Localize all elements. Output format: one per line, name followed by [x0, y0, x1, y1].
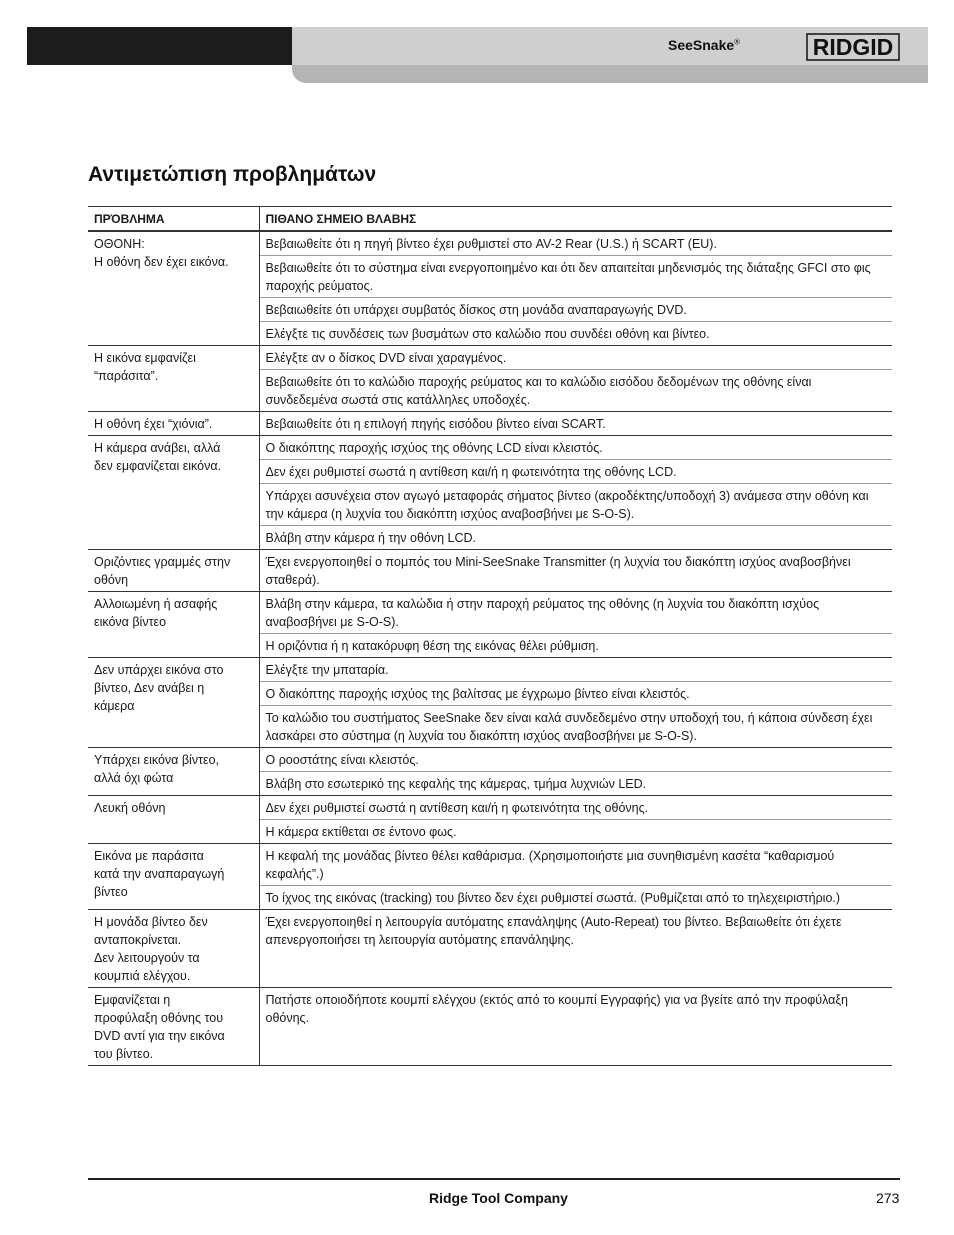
table-row	[88, 748, 892, 772]
table-row	[88, 910, 892, 988]
cause-cell: Η οριζόντια ή η κατακόρυφη θέση της εικόνας θέλει ρύθμιση.	[259, 634, 892, 658]
table-row	[88, 844, 892, 886]
cause-cell: Ο διακόπτης παροχής ισχύος της βαλίτσας με έγχρωμο βίντεο είναι κλειστός.	[259, 682, 892, 706]
table-row	[88, 988, 892, 1066]
cause-cell: Βλάβη στο εσωτερικό της κεφαλής της κάμερας, τμήμα λυχνιών LED.	[259, 772, 892, 796]
problem-cell: Η κάμερα ανάβει, αλλά δεν εμφανίζεται εικόνα.	[88, 436, 259, 550]
cause-cell: Ελέγξτε την μπαταρία.	[259, 658, 892, 682]
problem-cell: Εικόνα με παράσιτα κατά την αναπαραγωγή βίντεο	[88, 844, 259, 910]
table-row	[88, 436, 892, 460]
footer-rule	[88, 1178, 900, 1180]
problem-cell: Η οθόνη έχει “χιόνια”.	[88, 412, 259, 436]
problem-cell: Οριζόντιες γραμμές στην οθόνη	[88, 550, 259, 592]
cause-cell: Βεβαιωθείτε ότι υπάρχει συμβατός δίσκος στη μονάδα αναπαραγωγής DVD.	[259, 298, 892, 322]
cause-cell: Ελέγξτε αν ο δίσκος DVD είναι χαραγμένος.	[259, 346, 892, 370]
cause-cell: Βεβαιωθείτε ότι η επιλογή πηγής εισόδου βίντεο είναι SCART.	[259, 412, 892, 436]
table-header-row	[88, 207, 892, 232]
cause-cell: Το ίχνος της εικόνας (tracking) του βίντεο δεν έχει ρυθμιστεί σωστά. (Ρυθμίζεται από το τηλεχειριστήριο.)	[259, 886, 892, 910]
problem-cell: Εμφανίζεται η προφύλαξη οθόνης του DVD αντί για την εικόνα του βίντεο.	[88, 988, 259, 1066]
column-header-cause: ΠΙΘΑΝΟ ΣΗΜΕΙΟ ΒΛΑΒΗΣ	[259, 207, 892, 232]
problem-cell: ΟΘΟΝΗ: Η οθόνη δεν έχει εικόνα.	[88, 231, 259, 346]
cause-cell: Έχει ενεργοποιηθεί η λειτουργία αυτόματης επανάληψης (Auto-Repeat) του βίντεο. Βεβαιωθείτε ότι έχετε απενεργοποιήσει τη λειτουργία αυτόματης επανάληψης.	[259, 910, 892, 988]
header-black-band	[27, 27, 292, 65]
cause-cell: Βλάβη στην κάμερα ή την οθόνη LCD.	[259, 526, 892, 550]
troubleshooting-table	[88, 206, 892, 1066]
cause-cell: Έχει ενεργοποιηθεί ο πομπός του Mini-SeeSnake Transmitter (η λυχνία του διακόπτη ισχύος αναβοσβήνει σταθερά).	[259, 550, 892, 592]
cause-cell: Βεβαιωθείτε ότι το σύστημα είναι ενεργοποιημένο και ότι δεν απαιτείται μηδενισμός της διάταξης GFCI στο φις παροχής ρεύματος.	[259, 256, 892, 298]
cause-cell: Η κάμερα εκτίθεται σε έντονο φως.	[259, 820, 892, 844]
table-row	[88, 412, 892, 436]
cause-cell: Ο ροοστάτης είναι κλειστός.	[259, 748, 892, 772]
cause-cell: Ελέγξτε τις συνδέσεις των βυσμάτων στο καλώδιο που συνδέει οθόνη και βίντεο.	[259, 322, 892, 346]
cause-cell: Βεβαιωθείτε ότι το καλώδιο παροχής ρεύματος και το καλώδιο εισόδου δεδομένων της οθόνης είναι συνδεδεμένα σωστά στις κατάλληλες υποδοχές.	[259, 370, 892, 412]
cause-cell: Βλάβη στην κάμερα, τα καλώδια ή στην παροχή ρεύματος της οθόνης (η λυχνία του διακόπτη ισχύος αναβοσβήνει με S-O-S).	[259, 592, 892, 634]
cause-cell: Υπάρχει ασυνέχεια στον αγωγό μεταφοράς σήματος βίντεο (ακροδέκτης/υποδοχή 3) ανάμεσα στην οθόνη και την κάμερα (η λυχνία του διακόπτη ισχύος αναβοσβήνει με S-O-S).	[259, 484, 892, 526]
ridgid-logo	[806, 33, 900, 61]
table-row	[88, 796, 892, 820]
cause-cell: Δεν έχει ρυθμιστεί σωστά η αντίθεση και/ή η φωτεινότητα της οθόνης LCD.	[259, 460, 892, 484]
cause-cell: Δεν έχει ρυθμιστεί σωστά η αντίθεση και/ή η φωτεινότητα της οθόνης.	[259, 796, 892, 820]
footer-company: Ridge Tool Company	[429, 1190, 568, 1206]
table-row	[88, 592, 892, 634]
logo-text: RIDGID	[812, 34, 894, 60]
problem-cell: Δεν υπάρχει εικόνα στο βίντεο, Δεν ανάβει η κάμερα	[88, 658, 259, 748]
header-tab	[292, 65, 928, 83]
product-name: SeeSnake®	[668, 37, 741, 53]
problem-cell: Λευκή οθόνη	[88, 796, 259, 844]
cause-cell: Βεβαιωθείτε ότι η πηγή βίντεο έχει ρυθμιστεί στο AV-2 Rear (U.S.) ή SCART (EU).	[259, 231, 892, 256]
problem-cell: Υπάρχει εικόνα βίντεο, αλλά όχι φώτα	[88, 748, 259, 796]
table-row	[88, 658, 892, 682]
problem-cell: Η μονάδα βίντεο δεν ανταποκρίνεται. Δεν λειτουργούν τα κουμπιά ελέγχου.	[88, 910, 259, 988]
cause-cell: Το καλώδιο του συστήματος SeeSnake δεν είναι καλά συνδεδεμένο στην υποδοχή του, ή κάποια σύνδεση έχει λασκάρει στο σύστημα (η λυχνία του διακόπτη ισχύος αναβοσβήνει με S-O-S).	[259, 706, 892, 748]
column-header-problem: ΠΡΌΒΛΗΜΑ	[88, 207, 259, 232]
table-row	[88, 346, 892, 370]
page-title: Αντιμετώπιση προβλημάτων	[88, 163, 377, 186]
cause-cell: Ο διακόπτης παροχής ισχύος της οθόνης LCD είναι κλειστός.	[259, 436, 892, 460]
problem-cell: Η εικόνα εμφανίζει “παράσιτα”.	[88, 346, 259, 412]
page-number: 273	[876, 1190, 900, 1206]
table-row	[88, 550, 892, 592]
table-row	[88, 231, 892, 256]
cause-cell: Πατήστε οποιοδήποτε κουμπί ελέγχου (εκτός από το κουμπί Εγγραφής) για να βγείτε από την προφύλαξη οθόνης.	[259, 988, 892, 1066]
problem-cell: Αλλοιωμένη ή ασαφής εικόνα βίντεο	[88, 592, 259, 658]
cause-cell: Η κεφαλή της μονάδας βίντεο θέλει καθάρισμα. (Χρησιμοποιήστε μια συνηθισμένη κασέτα “καθαρισμού κεφαλής”.)	[259, 844, 892, 886]
